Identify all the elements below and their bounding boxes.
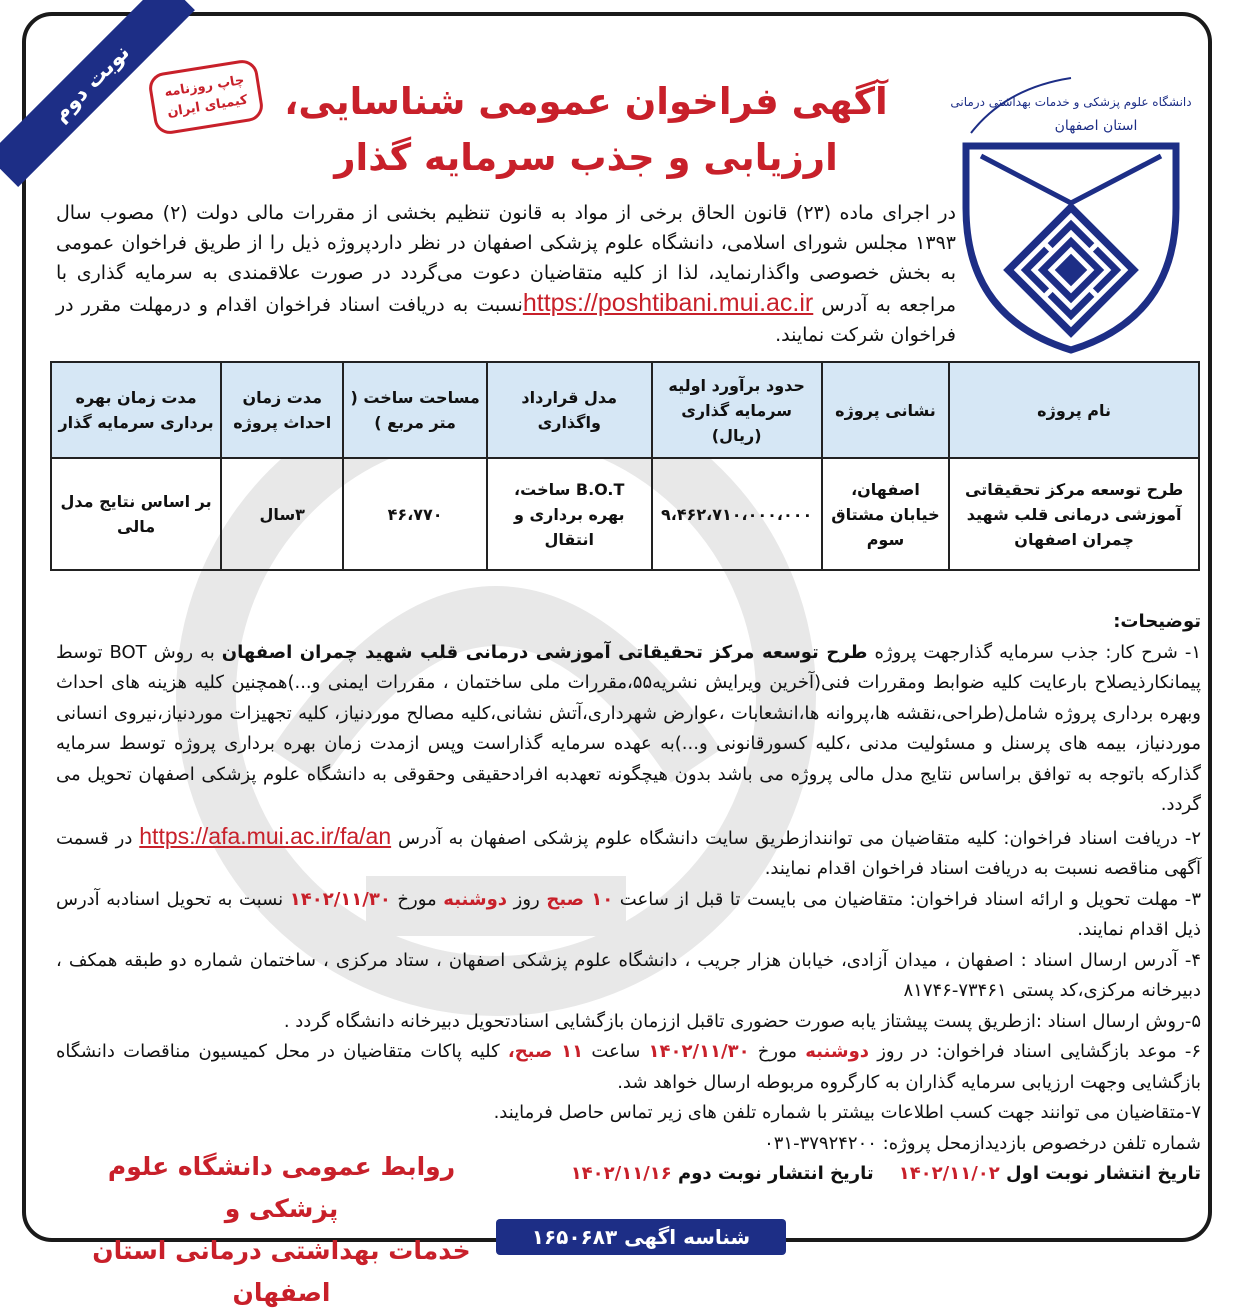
note-3-time: ۱۰ صبح: [546, 888, 614, 910]
note-3-text-a: ۳- مهلت تحویل و ارائه اسناد فراخوان: متقاضیان می بایست تا قبل از ساعت: [619, 888, 1201, 910]
cell-construction-time: ۳سال: [221, 458, 343, 570]
note-5: ۵-روش ارسال اسناد :ازطریق پست پیشتاز یابه صورت حضوری تاقبل اززمان بازگشایی اسنادتحویل دبیرخانه دانشگاه گردد .: [283, 1010, 1201, 1032]
notes-section: [56, 607, 1201, 1190]
title-line-2: ارزیابی و جذب سرمایه گذار: [334, 136, 838, 179]
header-contract-model: مدل قرارداد واگذاری: [487, 362, 652, 458]
project-table: [50, 361, 1200, 571]
pr-line-2: خدمات بهداشتی درمانی استان اصفهان: [92, 1236, 471, 1307]
pub1-date: ۱۴۰۲/۱۱/۰۲: [898, 1163, 1000, 1184]
note-1: [56, 638, 1201, 821]
note-3-text-d: نسبت به تحویل اسنادبه آدرس ذیل اقدام نمایند.: [56, 888, 1201, 940]
cell-contract-model: B.O.T ساخت، بهره برداری و انتقال: [487, 458, 652, 570]
pub1-label: تاریخ انتشار نوبت اول: [1006, 1163, 1201, 1184]
round-badge: نوبت دوم: [0, 0, 195, 187]
intro-link[interactable]: https://poshtibani.mui.ac.ir: [522, 289, 814, 317]
note-2: [56, 821, 1201, 885]
note-6-day: دوشنبه: [805, 1041, 870, 1062]
newspaper-stamp: [147, 58, 265, 136]
note-3-text-b: روز: [513, 888, 540, 910]
cell-project-address: اصفهان، خیابان مشتاق سوم: [822, 458, 950, 570]
logo-text-line-1: دانشگاه علوم پزشکی و خدمات بهداشتی درمانی: [950, 95, 1192, 109]
header-project-name: نام پروژه: [949, 362, 1199, 458]
stamp-line-1: چاپ روزنامه: [163, 72, 246, 101]
note-3-text-c: مورخ: [397, 888, 437, 910]
note-7: ۷-متقاضیان می توانند جهت کسب اطلاعات بیشتر با شماره تلفن های زیر تماس حاصل فرمایند.: [493, 1102, 1201, 1123]
note-1-project: طرح توسعه مرکز تحقیقاتی آموزشی درمانی قلب شهید چمران اصفهان: [221, 641, 868, 663]
pr-line-1: روابط عمومی دانشگاه علوم پزشکی و: [107, 1152, 456, 1223]
header-project-address: نشانی پروژه: [822, 362, 950, 458]
notice-title: [281, 74, 891, 186]
note-2-link[interactable]: https://afa.mui.ac.ir/fa/an: [139, 822, 392, 849]
note-6: [56, 1037, 1201, 1098]
note-1-text-a: ۱- شرح کار: جذب سرمایه گذارجهت پروژه: [874, 641, 1202, 663]
university-logo: [946, 58, 1196, 358]
header-operation-time: مدت زمان بهره برداری سرمایه گذار: [51, 362, 221, 458]
note-6-date: ۱۴۰۲/۱۱/۳۰: [648, 1041, 750, 1062]
title-line-1: آگهی فراخوان عمومی شناسایی،: [284, 80, 888, 123]
cell-project-name: طرح توسعه مرکز تحقیقاتی آموزشی درمانی قلب شهید چمران اصفهان: [949, 458, 1199, 570]
intro-paragraph: [56, 198, 956, 350]
stamp-line-2: کیمیای ایران: [166, 92, 249, 121]
notice-frame: [22, 12, 1212, 1307]
note-6-text-a: ۶- موعد بازگشایی اسناد فراخوان: در روز: [877, 1041, 1202, 1062]
notes-heading: توضیحات:: [1113, 611, 1201, 632]
note-6-text-c: ساعت: [591, 1041, 641, 1062]
note-6-text-b: مورخ: [757, 1041, 798, 1062]
note-4: ۴- آدرس ارسال اسناد : اصفهان ، میدان آزادی، خیابان هزار جریب ، دانشگاه علوم پزشکی اصفهان ، ستاد مرکزی ، ساختمان شماره دو طبقه همکف ، دبیرخانه مرکزی،کد پستی ۷۳۴۶۱-۸۱۷۴۶: [56, 949, 1201, 1001]
note-6-time: ۱۱ صبح،: [507, 1041, 584, 1062]
note-1-text-c: به روش BOT توسط پیمانکارذیصلاح بارعایت کلیه ضوابط ومقررات فنی(آخرین ویرایش نشریه۵۵،مقررات ملی ساختمان ، مقررات ایمنی و...)همچنین کلیه هزینه های احداث وبهره برداری پروژه شامل(طراحی،نقشه ها،پروانه ها،انشعابات ،عوارض شهرداری،آتش نشانی،کلیه مصالح موردنیاز، کلیه تجهیزات موردنیاز،نیروی انسانی موردنیاز، بیمه های پرسنل و مسئولیت مدنی ،کلیه کسورقانونی و...)به عهده سرمایه گذاراست وپس ازمدت زمان بهره برداری پروژه توسط سرمایه گذارکه باتوجه به توافق براساس نتایج مدل مالی پروژه می باشد بدون هیچگونه تعهدبه افرادحقیقی وحقوقی به دانشگاه علوم پزشکی اصفهان تحویل می گردد.: [56, 641, 1201, 815]
public-relations-signature: [84, 1146, 479, 1314]
cell-operation-time: بر اساس نتایج مدل مالی: [51, 458, 221, 570]
cell-investment-estimate: ۹،۴۶۲،۷۱۰،۰۰۰،۰۰۰: [652, 458, 822, 570]
note-2-text-a: ۲- دریافت اسناد فراخوان: کلیه متقاضیان می توانندازطریق سایت دانشگاه علوم پزشکی اصفهان به آدرس: [398, 827, 1201, 849]
note-3-date: ۱۴۰۲/۱۱/۳۰: [289, 888, 391, 910]
header-construction-time: مدت زمان احداث پروژه: [221, 362, 343, 458]
table-header-row: [51, 362, 1199, 458]
note-3-day: دوشنبه: [443, 888, 508, 910]
table-row: [51, 458, 1199, 570]
note-3: [56, 885, 1201, 946]
note-2-text-b: در قسمت آگهی مناقصه نسبت به دریافت اسناد فراخوان اقدام نمایند.: [56, 827, 1201, 879]
header-investment-estimate: حدود برآورد اولیه سرمایه گذاری (ریال): [652, 362, 822, 458]
pub2-label: تاریخ انتشار نوبت دوم: [678, 1163, 874, 1184]
intro-text-2: نسبت به دریافت اسناد فراخوان اقدام و درمهلت مقرر در فراخوان شرکت نمایند.: [56, 294, 956, 346]
intro-text-1: در اجرای ماده (۲۳) قانون الحاق برخی از مواد به قانون تنظیم بخشی از مقررات مالی دولت (۲) مصوب سال ۱۳۹۳ مجلس شورای اسلامی، دانشگاه علوم پزشکی اصفهان در نظر داردپروژه ذیل را از طریق فراخوان عمومی به بخش خصوصی واگذارنماید، لذا از کلیه متقاضیان دعوت می‌گردد در صورت علاقمندی به سرمایه گذاری با مراجعه به آدرس: [56, 202, 957, 316]
header-area: مساحت ساخت ( متر مربع ): [343, 362, 487, 458]
cell-area: ۴۶،۷۷۰: [343, 458, 487, 570]
note-6-text-d: کلیه پاکات متقاضیان در محل کمیسیون مناقصات دانشگاه بازگشایی وجهت ارزیابی سرمایه گذاران به کارگروه مربوطه ارسال خواهد شد.: [56, 1041, 1201, 1093]
notice-id-bar: شناسه اگهی ۱۶۵۰۶۸۳: [496, 1219, 786, 1255]
phone-line: شماره تلفن درخصوص بازدیدازمحل پروژه: ۳۷۹۲۴۲۰۰-۰۳۱: [764, 1132, 1201, 1154]
logo-text-line-2: استان اصفهان: [1054, 118, 1138, 134]
pub2-date: ۱۴۰۲/۱۱/۱۶: [570, 1163, 672, 1184]
